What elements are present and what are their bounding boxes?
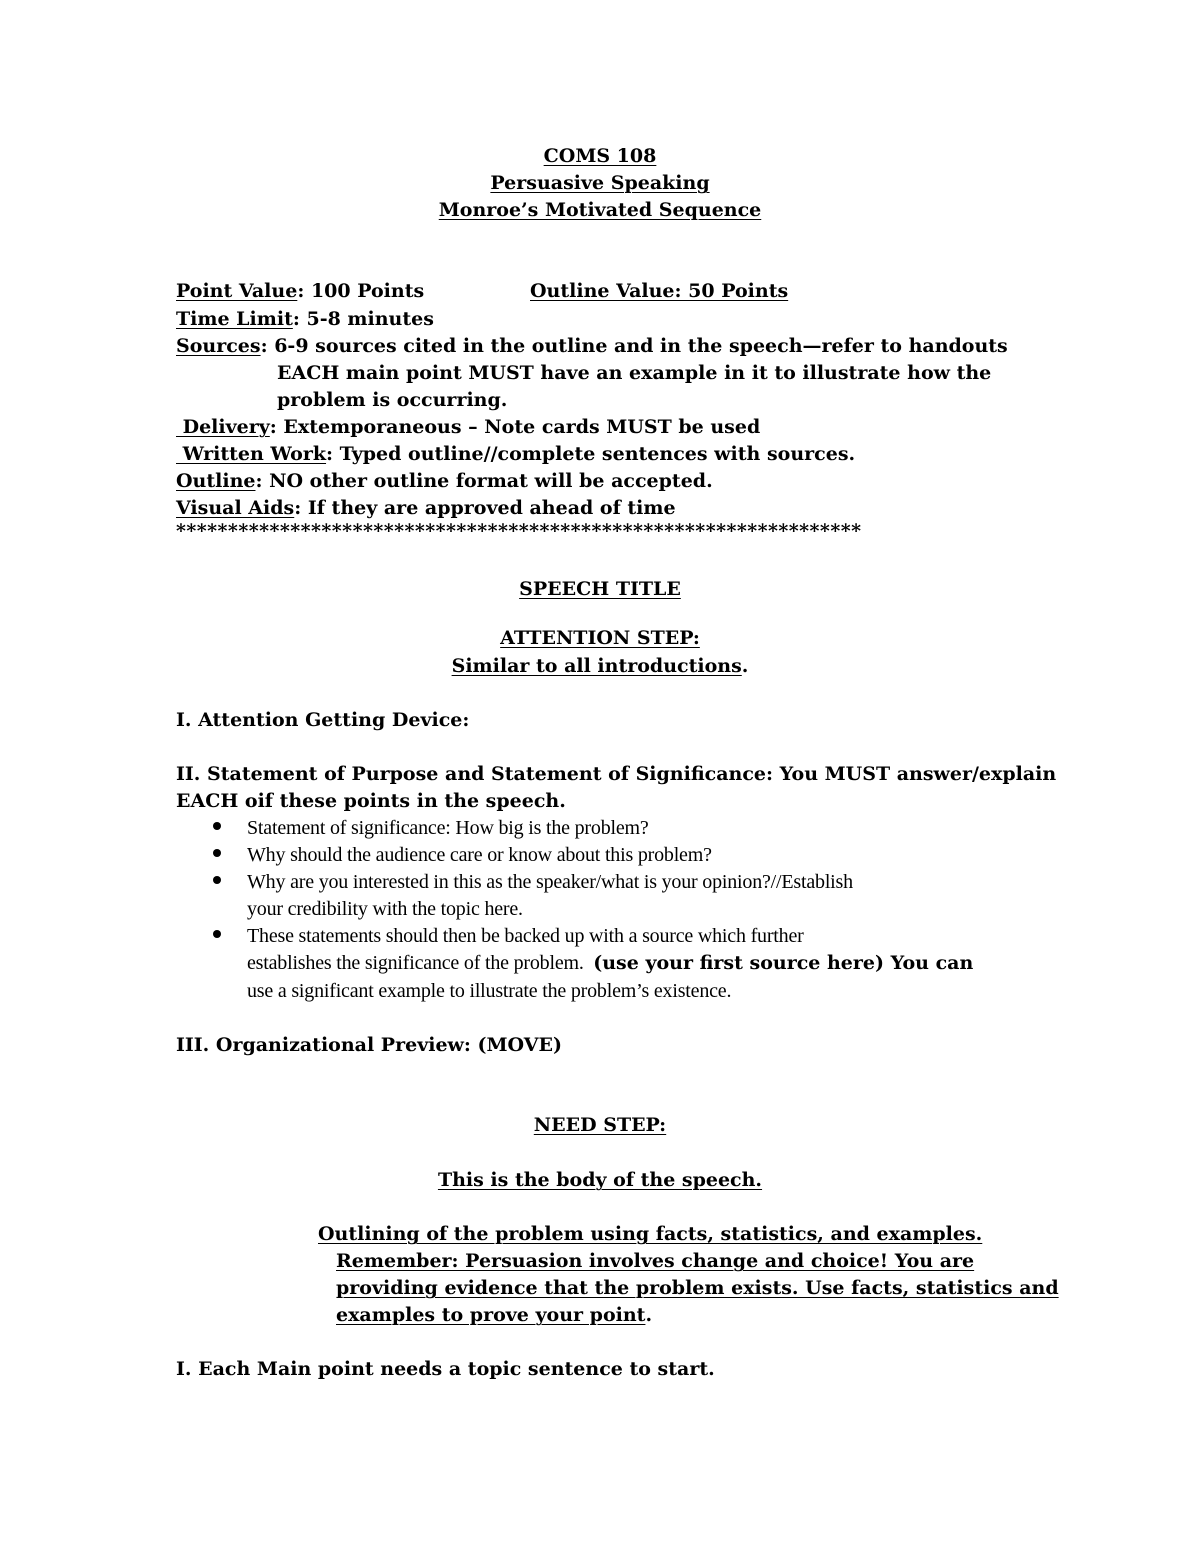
attention-getting-device: I. Attention Getting Device: [176, 709, 470, 731]
organizational-preview: III. Organizational Preview: (MOVE) [176, 1034, 562, 1056]
speech-title: SPEECH TITLE [519, 578, 681, 600]
attention-step-heading: ATTENTION STEP: [500, 627, 700, 649]
divider-asterisks: ****************************************************************** [176, 520, 862, 542]
assignment-title: Persuasive Speaking [490, 172, 710, 194]
point-value-line: Point Value: 100 Points [176, 280, 425, 302]
outlining-line-2: Remember: Persuasion involves change and choice! You are [336, 1250, 975, 1272]
sources-line-2: EACH main point MUST have an example in it to illustrate how the [277, 362, 992, 384]
sources-line-3: problem is occurring. [277, 389, 508, 411]
outline-value-line: Outline Value: 50 Points [530, 280, 789, 302]
delivery-line: Delivery: Extemporaneous – Note cards MUST be used [176, 416, 761, 438]
visual-aids-line: Visual Aids: If they are approved ahead of time [176, 497, 676, 519]
structure-title: Monroe’s Motivated Sequence [438, 199, 762, 221]
outlining-line-3: providing evidence that the problem exists. Use facts, statistics and [336, 1277, 1059, 1299]
outline-line: Outline: NO other outline format will be accepted. [176, 470, 713, 492]
bullet-audience-care: Why should the audience care or know about this problem? [247, 844, 712, 866]
bullet-significance: Statement of significance: How big is the problem? [247, 817, 649, 839]
bullet-speaker-interest-cont: your credibility with the topic here. [247, 898, 523, 920]
bullet-backed-source-end: use a significant example to illustrate the problem’s existence. [247, 980, 732, 1002]
bullet-icon [213, 849, 221, 857]
written-work-line: Written Work: Typed outline//complete sentences with sources. [176, 443, 856, 465]
attention-step-subheading: Similar to all introductions. [451, 655, 749, 677]
bullet-icon [213, 822, 221, 830]
outlining-line-1: Outlining of the problem using facts, statistics, and examples. [318, 1223, 983, 1245]
time-limit-line: Time Limit: 5-8 minutes [176, 308, 434, 330]
purpose-significance-line-1: II. Statement of Purpose and Statement of Significance: You MUST answer/explain [176, 763, 1057, 785]
bullet-icon [213, 876, 221, 884]
main-point-topic-sentence: I. Each Main point needs a topic sentence to start. [176, 1358, 715, 1380]
course-title: COMS 108 [543, 145, 657, 167]
bullet-icon [213, 930, 221, 938]
need-step-body-note: This is the body of the speech. [437, 1169, 763, 1191]
sources-line: Sources: 6-9 sources cited in the outline and in the speech—refer to handouts [176, 335, 1008, 357]
bullet-backed-source-cont: establishes the significance of the problem. (use your first source here) You can [247, 952, 974, 974]
need-step-heading: NEED STEP: [533, 1114, 667, 1136]
outlining-line-4: examples to prove your point. [336, 1304, 653, 1326]
bullet-backed-source: These statements should then be backed up with a source which further [247, 925, 804, 947]
bullet-speaker-interest: Why are you interested in this as the speaker/what is your opinion?//Establish [247, 871, 853, 893]
purpose-significance-line-2: EACH oif these points in the speech. [176, 790, 566, 812]
